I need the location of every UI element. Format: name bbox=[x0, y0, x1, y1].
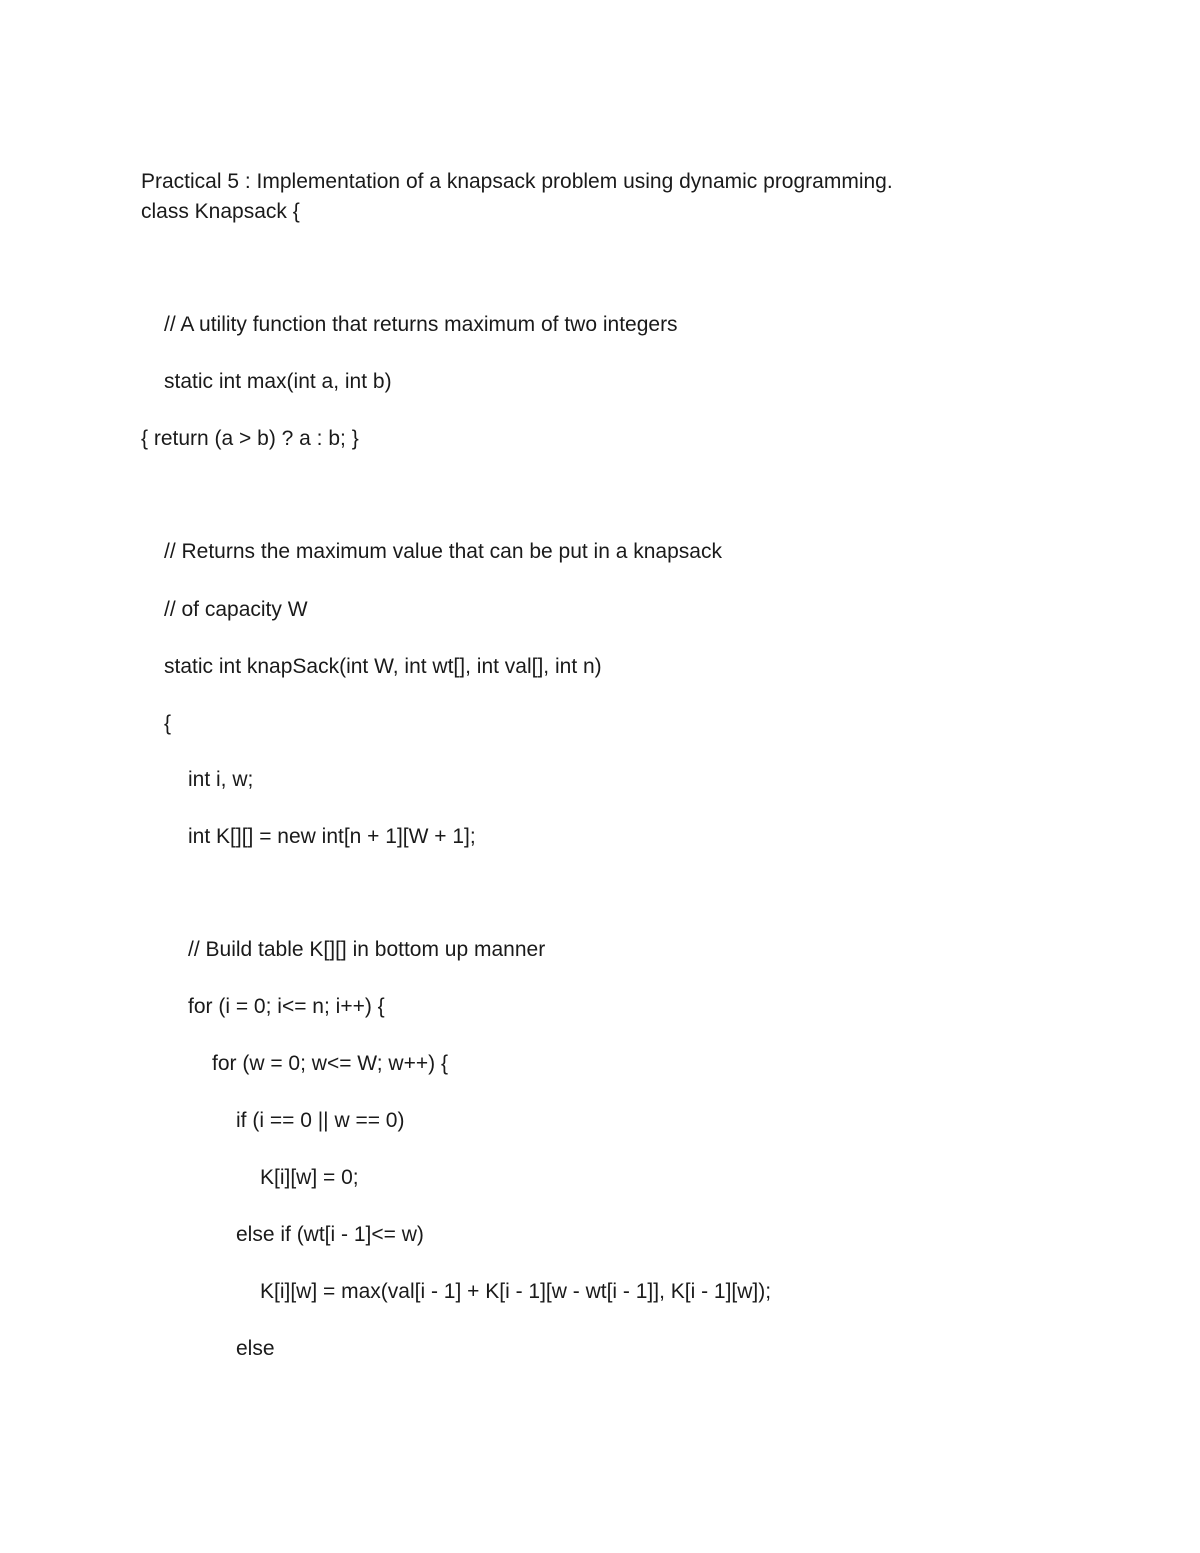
code-line-open-brace: { bbox=[164, 712, 172, 735]
code-line-knapsack-signature: static int knapSack(int W, int wt[], int val[], int n) bbox=[164, 655, 602, 678]
code-line-comment-capacity: // of capacity W bbox=[164, 598, 308, 621]
code-line-else: else bbox=[236, 1337, 275, 1360]
code-line-class-decl: class Knapsack { bbox=[141, 200, 300, 223]
code-line-var-decl: int i, w; bbox=[188, 768, 254, 791]
code-line-max-body: { return (a > b) ? a : b; } bbox=[141, 427, 359, 450]
code-line-assign-max: K[i][w] = max(val[i - 1] + K[i - 1][w - wt[i - 1]], K[i - 1][w]); bbox=[260, 1280, 772, 1303]
code-line-if-base: if (i == 0 || w == 0) bbox=[236, 1109, 405, 1132]
code-line-max-signature: static int max(int a, int b) bbox=[164, 370, 392, 393]
code-line-outer-for: for (i = 0; i<= n; i++) { bbox=[188, 995, 385, 1018]
code-line-assign-zero: K[i][w] = 0; bbox=[260, 1166, 359, 1189]
code-line-table-alloc: int K[][] = new int[n + 1][W + 1]; bbox=[188, 825, 476, 848]
code-line-comment-utility: // A utility function that returns maximum of two integers bbox=[164, 313, 678, 336]
document-title: Practical 5 : Implementation of a knapsack problem using dynamic programming. bbox=[141, 170, 893, 193]
code-line-else-if: else if (wt[i - 1]<= w) bbox=[236, 1223, 424, 1246]
code-line-inner-for: for (w = 0; w<= W; w++) { bbox=[212, 1052, 448, 1075]
code-line-comment-build: // Build table K[][] in bottom up manner bbox=[188, 938, 546, 961]
code-line-comment-returns: // Returns the maximum value that can be put in a knapsack bbox=[164, 540, 722, 563]
